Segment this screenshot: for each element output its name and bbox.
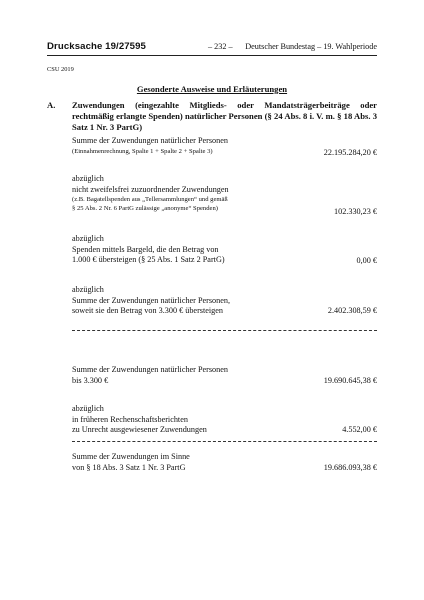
- row-6-amount: 4.552,00 €: [342, 425, 377, 434]
- row-6-label: [72, 404, 207, 436]
- divider-line-2: [72, 441, 377, 442]
- section-letter: A.: [47, 100, 56, 110]
- row-2-line-2: nicht zweifelsfrei zuzuordnender Zuwendungen: [72, 184, 229, 194]
- divider-line-1: [72, 330, 377, 331]
- document-label: Drucksache 19/: [47, 41, 119, 52]
- row-2-label: [72, 174, 229, 213]
- row-5-line-2: bis 3.300 €: [72, 375, 109, 385]
- row-3-line-3: 1.000 € übersteigen (§ 25 Abs. 1 Satz 2 PartG): [72, 255, 225, 264]
- row-7-label: [72, 452, 190, 473]
- row-6-line-2: in früheren Rechenschaftsberichten: [72, 414, 188, 424]
- row-1-label: [72, 136, 228, 156]
- row-2-line-3: (z.B. Bagatellspenden aus „Tellersammlungen“ und gemäß: [72, 196, 228, 203]
- row-5-label: [72, 365, 228, 386]
- page-number: – 232 –: [208, 42, 233, 51]
- row-1-line-2: (Einnahmenrechnung, Spalte 1 + Spalte 2 + Spalte 3): [72, 147, 213, 155]
- document-number: [47, 41, 146, 52]
- row-5-amount: 19.690.645,38 €: [323, 376, 377, 385]
- section-heading: Zuwendungen (eingezahlte Mitglieds- oder Mandatsträgerbeiträge oder rechtmäßig erlangte Spenden) natürlicher Personen (§ 24 Abs. 8 i. V. m. § 18 Abs. 3 Satz 1 Nr. 3 PartG): [72, 100, 377, 132]
- row-3-line-2: Spenden mittels Bargeld, die den Betrag von: [72, 244, 219, 254]
- row-6-line-1: abzüglich: [72, 404, 104, 413]
- row-2-line-1: abzüglich: [72, 174, 104, 183]
- party-year: CSU 2019: [47, 66, 74, 73]
- row-4-line-3: soweit sie den Betrag von 3.300 € übersteigen: [72, 306, 223, 315]
- row-3-label: [72, 234, 225, 266]
- row-7-amount: 19.686.093,38 €: [323, 463, 377, 472]
- row-2-line-4: § 25 Abs. 2 Nr. 6 PartG zulässige „anonyme“ Spenden): [72, 205, 218, 212]
- row-4-line-1: abzüglich: [72, 285, 104, 294]
- row-4-amount: 2.402.308,59 €: [327, 306, 377, 315]
- header-rule: [47, 55, 377, 56]
- row-5-line-1: Summe der Zuwendungen natürlicher Personen: [72, 365, 228, 374]
- row-2-amount: 102.330,23 €: [334, 207, 377, 216]
- row-6-line-3: zu Unrecht ausgewiesener Zuwendungen: [72, 425, 207, 434]
- page-title: Gesonderte Ausweise und Erläuterungen: [136, 84, 288, 94]
- row-4-line-2: Summe der Zuwendungen natürlicher Personen,: [72, 295, 231, 305]
- row-4-label: [72, 285, 230, 317]
- row-3-amount: 0,00 €: [356, 256, 377, 265]
- publisher: Deutscher Bundestag – 19. Wahlperiode: [245, 42, 377, 51]
- row-7-line-1: Summe der Zuwendungen im Sinne: [72, 452, 190, 461]
- row-3-line-1: abzüglich: [72, 234, 104, 243]
- row-1-line-1: Summe der Zuwendungen natürlicher Personen: [72, 136, 228, 145]
- document-number-value: 27595: [118, 41, 146, 52]
- row-1-amount: 22.195.284,20 €: [323, 148, 377, 157]
- row-7-line-2: von § 18 Abs. 3 Satz 1 Nr. 3 PartG: [72, 462, 186, 472]
